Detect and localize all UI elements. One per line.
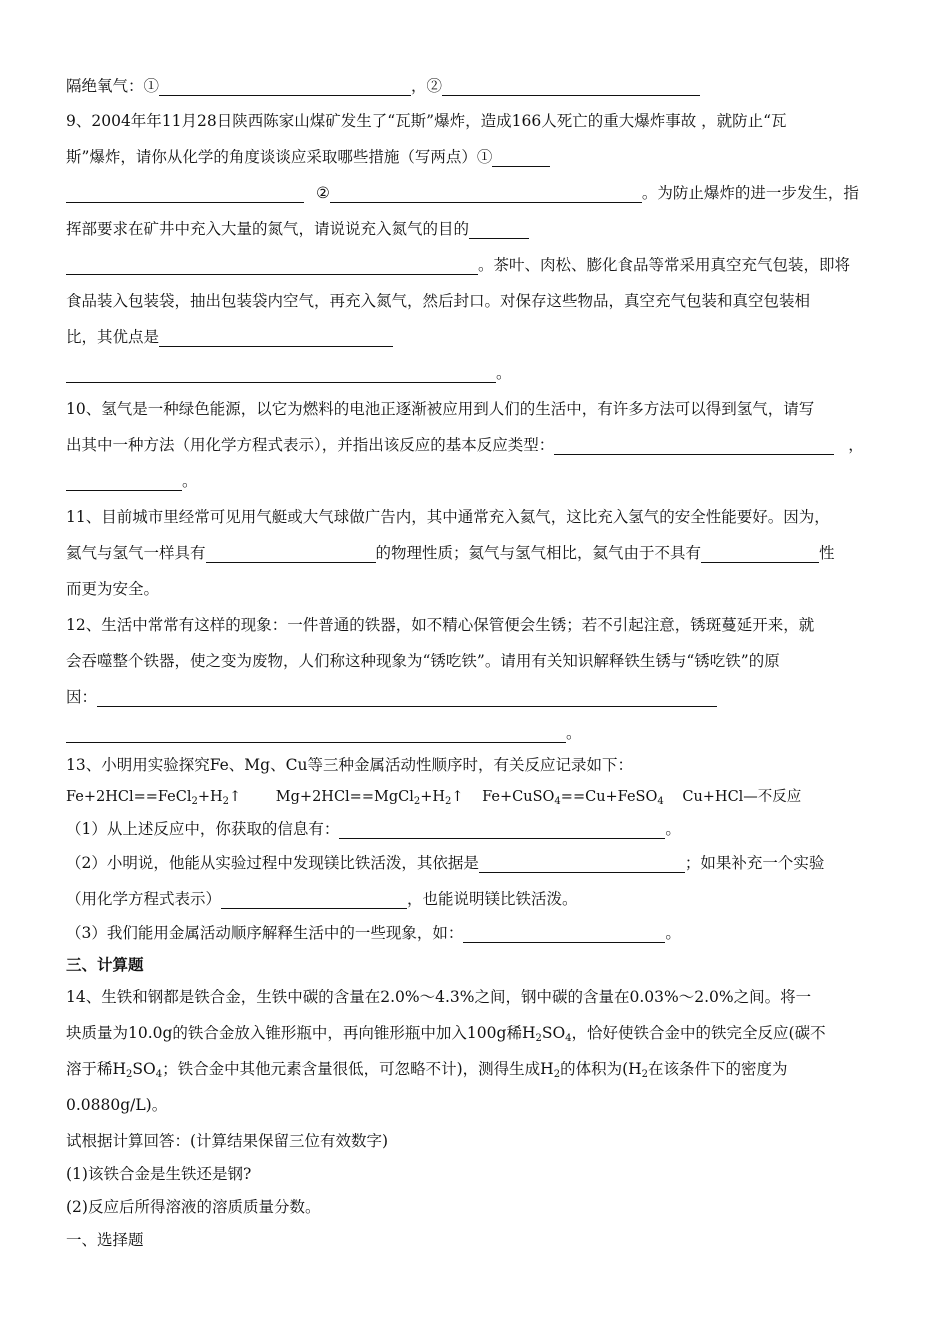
- answer-blank[interactable]: [492, 148, 550, 167]
- question-12-line-4: 。: [66, 723, 582, 745]
- question-9-line-5: 。茶叶、肉松、膨化食品等常采用真空充气包装，即将: [66, 255, 850, 277]
- answer-blank[interactable]: [66, 472, 182, 491]
- answer-blank[interactable]: [463, 924, 665, 943]
- answer-blank[interactable]: [66, 184, 304, 203]
- answer-blank[interactable]: [159, 77, 411, 96]
- question-9-line-2: 斯”爆炸，请你从化学的角度谈谈应采取哪些措施（写两点）①: [66, 147, 550, 169]
- question-13-part-2-cont: （用化学方程式表示） ，也能说明镁比铁活泼。: [66, 890, 578, 908]
- question-12-line-3: 因：: [66, 687, 717, 709]
- answer-blank[interactable]: [66, 256, 478, 275]
- line-isolate-oxygen: 隔绝氧气：① ，②: [66, 76, 700, 98]
- question-10-line-1: 10、氢气是一种绿色能源，以它为燃料的电池正逐渐被应用到人们的生活中，有许多方法可以得到氢气，请写: [66, 400, 815, 418]
- question-13-part-1: （1）从上述反应中，你获取的信息有： 。: [66, 820, 681, 838]
- answer-blank[interactable]: [330, 184, 642, 203]
- question-9-line-1: 9、2004年年11月28日陕西陈家山煤矿发生了“瓦斯”爆炸，造成166人死亡的重大爆炸事故 ，就防止“瓦: [66, 112, 787, 130]
- question-11-line-3: 而更为安全。: [66, 580, 160, 598]
- question-14-sub-2: (2)反应后所得溶液的溶质质量分数。: [66, 1198, 321, 1216]
- answer-blank[interactable]: [469, 220, 529, 239]
- answer-blank[interactable]: [554, 436, 834, 455]
- question-14-sub-1: (1)该铁合金是生铁还是钢?: [66, 1165, 252, 1183]
- question-13-part-2: （2）小明说，他能从实验过程中发现镁比铁活泼，其依据是 ；如果补充一个实验: [66, 854, 825, 872]
- question-9-line-3: ② 。为防止爆炸的进一步发生，指: [66, 183, 859, 205]
- answer-blank[interactable]: [701, 544, 819, 563]
- answer-blank[interactable]: [66, 724, 566, 743]
- question-12-line-2: 会吞噬整个铁器，使之变为废物，人们称这种现象为“锈吃铁”。请用有关知识解释铁生锈与“锈吃铁”的原: [66, 652, 780, 670]
- question-13-reactions: $Fe+2HCl==FeCl_2+H_2↑$ $Mg+2HCl==MgCl_2+H_2↑$ Fe+CuSO$_4$==Cu+FeSO$_4$ Cu+HCl—不反应: [66, 789, 802, 807]
- question-13-part-3: （3）我们能用金属活动顺序解释生活中的一些现象，如： 。: [66, 924, 681, 942]
- section-heading-choice: 一、选择题: [66, 1231, 144, 1249]
- question-12-line-1: 12、生活中常常有这样的现象：一件普通的铁器，如不精心保管便会生锈；若不引起注意，锈斑蔓延开来，就: [66, 616, 815, 634]
- question-9-line-7: 比，其优点是: [66, 327, 393, 349]
- answer-blank[interactable]: [479, 854, 685, 873]
- section-heading-calculation: 三、计算题: [66, 955, 144, 974]
- question-14-line-2: 块质量为10.0g的铁合金放入锥形瓶中，再向锥形瓶中加入100g稀$H_2SO_4$，恰好使铁合金中的铁完全反应(碳不: [66, 1024, 826, 1044]
- answer-blank[interactable]: [221, 890, 407, 909]
- question-10-line-3: 。: [66, 471, 198, 493]
- question-14-line-4: 0.0880g/L)。: [66, 1096, 168, 1114]
- question-14-instruction: 试根据计算回答：(计算结果保留三位有效数字): [66, 1132, 389, 1150]
- question-11-line-2: 氦气与氢气一样具有 的物理性质；氦气与氢气相比，氦气由于不具有 性: [66, 544, 835, 562]
- question-11-line-1: 11、目前城市里经常可见用气艇或大气球做广告内，其中通常充入氦气，这比充入氢气的安全性能要好。因为，: [66, 508, 830, 526]
- answer-blank[interactable]: [339, 820, 665, 839]
- question-9-line-8: 。: [66, 363, 512, 385]
- answer-blank[interactable]: [159, 328, 393, 347]
- question-10-line-2: 出其中一种方法（用化学方程式表示），并指出该反应的基本反应类型： ，: [66, 436, 864, 454]
- answer-blank[interactable]: [66, 364, 496, 383]
- question-13-line-1: 13、小明用实验探究Fe、Mg、Cu等三种金属活动性顺序时，有关反应记录如下：: [66, 756, 633, 774]
- answer-blank[interactable]: [442, 77, 700, 96]
- question-9-line-4: 挥部要求在矿井中充入大量的氮气，请说说充入氮气的目的: [66, 219, 529, 241]
- question-14-line-1: 14、生铁和钢都是铁合金，生铁中碳的含量在2.0%～4.3%之间，钢中碳的含量在0.03%～2.0%之间。将一: [66, 988, 812, 1006]
- answer-blank[interactable]: [206, 544, 376, 563]
- answer-blank[interactable]: [97, 688, 717, 707]
- question-14-line-3: 溶于稀$H_2SO_4$；铁合金中其他元素含量很低，可忽略不计)，测得生成$H_2$的体积为($H_2$在该条件下的密度为: [66, 1060, 788, 1080]
- question-9-line-6: 食品装入包装袋，抽出包装袋内空气，再充入氮气，然后封口。对保存这些物品，真空充气包装和真空包装相: [66, 292, 811, 310]
